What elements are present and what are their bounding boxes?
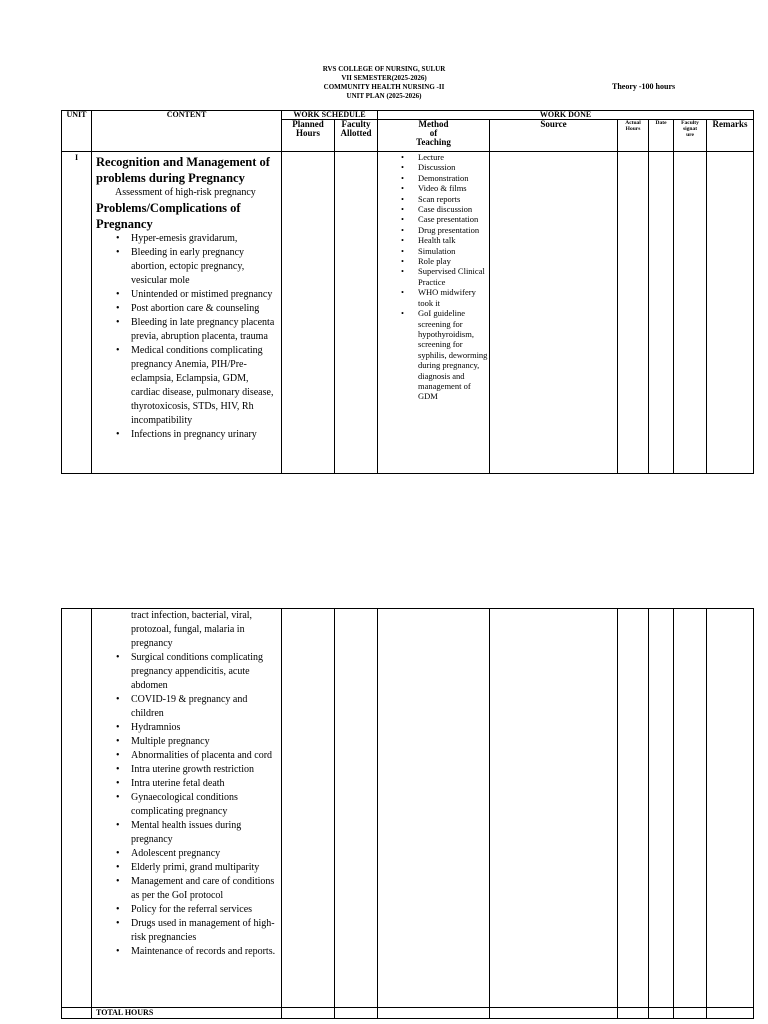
unit-number: I xyxy=(62,152,92,474)
date-cell xyxy=(649,152,674,474)
total-remarks-cell xyxy=(707,1008,754,1019)
faculty-signature-header: Faculty signat ure xyxy=(674,120,707,152)
method-cell xyxy=(378,152,490,474)
unit-plan-line: UNIT PLAN (2025-2026) xyxy=(346,92,422,100)
source-header: Source xyxy=(490,120,618,152)
list-item: • Case presentation xyxy=(418,214,489,224)
method-cell xyxy=(378,609,490,1008)
list-item: • Simulation xyxy=(418,246,489,256)
actual-hours-header: Actual Hours xyxy=(618,120,649,152)
list-item: • Health talk xyxy=(418,235,489,245)
list-item: • Post abortion care & counseling xyxy=(131,302,277,316)
date-cell xyxy=(649,609,674,1008)
list-item: • Hyper-emesis gravidarum, xyxy=(131,232,277,246)
list-item: • Gynaecological conditions complicating pregnancy xyxy=(131,791,277,819)
unit-plan-table-page-1 xyxy=(61,110,754,474)
faculty-signature-cell xyxy=(674,609,707,1008)
source-cell xyxy=(490,609,618,1008)
theory-hours: Theory -100 hours xyxy=(612,82,676,91)
total-hours-label: TOTAL HOURS xyxy=(92,1008,282,1019)
planned-hours-cell xyxy=(282,609,335,1008)
list-item: • Elderly primi, grand multiparity xyxy=(131,861,277,875)
remarks-cell xyxy=(707,152,754,474)
remarks-cell xyxy=(707,609,754,1008)
list-item: • Management and care of conditions as per the GoI protocol xyxy=(131,875,277,903)
work-schedule-header: WORK SCHEDULE xyxy=(282,111,378,120)
list-item: • Drugs used in management of high-risk pregnancies xyxy=(131,917,277,945)
work-done-header: WORK DONE xyxy=(378,111,754,120)
unit-plan-table-page-2 xyxy=(61,608,754,1019)
total-date-cell xyxy=(649,1008,674,1019)
source-cell xyxy=(490,152,618,474)
unit-cell xyxy=(62,1008,92,1019)
total-planned-hours-cell xyxy=(282,1008,335,1019)
course-name: COMMUNITY HEALTH NURSING -II xyxy=(323,83,445,91)
list-item: • Bleeding in early pregnancy abortion, ectopic pregnancy, vesicular mole xyxy=(131,246,277,288)
list-item: • Scan reports xyxy=(418,194,489,204)
list-item: • Discussion xyxy=(418,162,489,172)
list-item: • Unintended or mistimed pregnancy xyxy=(131,288,277,302)
list-item: • COVID-19 & pregnancy and children xyxy=(131,693,277,721)
unit-cell xyxy=(62,609,92,1008)
total-method-cell xyxy=(378,1008,490,1019)
list-item: • Policy for the referral services xyxy=(131,903,277,917)
list-item: • Role play xyxy=(418,256,489,266)
list-item: • Case discussion xyxy=(418,204,489,214)
actual-hours-cell xyxy=(618,152,649,474)
list-item: • Demonstration xyxy=(418,173,489,183)
semester-line: VII SEMESTER(2025-2026) xyxy=(341,74,427,82)
list-item: • Abnormalities of placenta and cord xyxy=(131,749,277,763)
list-item: • Mental health issues during pregnancy xyxy=(131,819,277,847)
faculty-signature-cell xyxy=(674,152,707,474)
content-cell xyxy=(92,152,282,474)
list-item: • Intra uterine fetal death xyxy=(131,777,277,791)
list-item: • Bleeding in late pregnancy placenta previa, abruption placenta, trauma xyxy=(131,316,277,344)
faculty-allotted-header: Faculty Allotted xyxy=(335,120,378,152)
topic-list-page-1 xyxy=(96,232,277,442)
list-item: • Maintenance of records and reports. xyxy=(131,945,277,959)
section-title: Problems/Complications of Pregnancy xyxy=(96,201,241,231)
list-item: • Intra uterine growth restriction xyxy=(131,763,277,777)
total-faculty-cell xyxy=(335,1008,378,1019)
actual-hours-cell xyxy=(618,609,649,1008)
total-actual-hours-cell xyxy=(618,1008,649,1019)
remarks-header: Remarks xyxy=(707,120,754,152)
teaching-methods-list xyxy=(378,152,489,402)
list-item: • Supervised Clinical Practice xyxy=(418,266,489,287)
list-item: • Lecture xyxy=(418,152,489,162)
content-cell-continued xyxy=(92,609,282,1008)
list-item: • WHO midwifery took it xyxy=(418,287,489,308)
college-name: RVS COLLEGE OF NURSING, SULUR xyxy=(322,65,446,73)
list-item: • Medical conditions complicating pregnancy Anemia, PIH/Pre-eclampsia, Eclampsia, GDM, cardiac disease, pulmonary disease, thyrotoxicosis, STDs, HIV, Rh incompatibility xyxy=(131,344,277,428)
list-item-continuation: tract infection, bacterial, viral, protozoal, fungal, malaria in pregnancy xyxy=(131,610,253,649)
list-item: • Infections in pregnancy urinary xyxy=(131,428,277,442)
planned-hours-header: Planned Hours xyxy=(282,120,335,152)
list-item: • Hydramnios xyxy=(131,721,277,735)
list-item: • GoI guideline screening for hypothyroidism, screening for syphilis, deworming during pregnancy, diagnosis and management of GDM xyxy=(418,308,489,402)
header-title-block xyxy=(250,65,518,101)
topic-list-page-2 xyxy=(96,609,277,959)
content-header: CONTENT xyxy=(92,111,282,152)
faculty-allotted-cell xyxy=(335,152,378,474)
method-of-teaching-header: Method of Teaching xyxy=(378,120,490,152)
unit-header: UNIT xyxy=(62,111,92,152)
list-item: • Surgical conditions complicating pregnancy appendicitis, acute abdomen xyxy=(131,651,277,693)
list-item: • Multiple pregnancy xyxy=(131,735,277,749)
planned-hours-cell xyxy=(282,152,335,474)
date-header: Date xyxy=(649,120,674,152)
list-item: • Adolescent pregnancy xyxy=(131,847,277,861)
total-signature-cell xyxy=(674,1008,707,1019)
total-source-cell xyxy=(490,1008,618,1019)
unit-title: Recognition and Management of problems during Pregnancy xyxy=(96,155,270,185)
list-item: • Drug presentation xyxy=(418,225,489,235)
unit-subtitle: Assessment of high-risk pregnancy xyxy=(115,187,256,198)
faculty-allotted-cell xyxy=(335,609,378,1008)
list-item: • Video & films xyxy=(418,183,489,193)
